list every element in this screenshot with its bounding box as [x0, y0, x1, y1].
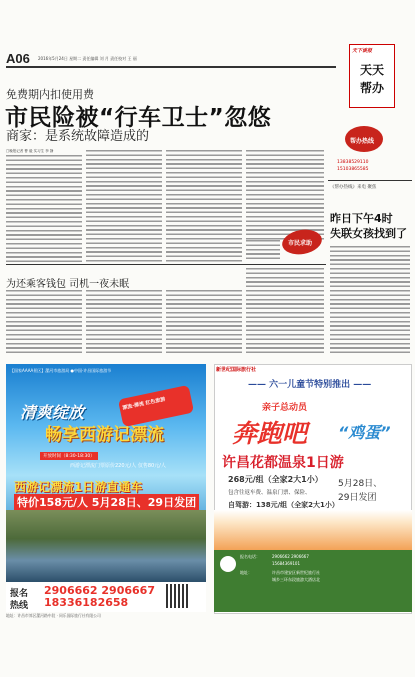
- article-body-col2: [86, 150, 162, 262]
- sidebar-title-line1: 昨日下午4时: [330, 212, 393, 225]
- ad-hot-spring-kid: 亲子总动员: [262, 403, 308, 413]
- sidebar-rule: [328, 180, 412, 181]
- ad-hot-spring-run: 奔跑吧: [232, 419, 308, 448]
- ad-hot-spring-addr-label: 地址：: [240, 570, 252, 575]
- ad-hot-spring-subtitle: —— 六一儿童节特别推出 ——: [248, 380, 372, 390]
- ad-hot-spring-tel2: 15684369101: [272, 561, 300, 566]
- ad-rafting-phone: 2906662 2906667: [44, 584, 155, 597]
- article-headline: 市民险被“行车卫士”忽悠: [5, 105, 272, 131]
- sidebar-title-line2: 失联女孩找到了: [330, 227, 407, 240]
- ad-rafting-footer: 地址：许昌市郊区漯河路中段 · 同乐国际旅行社有限公司: [6, 613, 101, 618]
- ad-hot-spring-tour: 许昌花都温泉1日游: [222, 455, 344, 471]
- ad-hot-spring-banner: [214, 510, 412, 550]
- help-badge-label: 市民求助: [288, 240, 313, 247]
- agency-logo-icon: [220, 556, 236, 572]
- article-body-col4b: [246, 240, 280, 262]
- ad-rafting-ticket: 西游记漂流门票原价220元/人 仅售80元/人: [70, 463, 166, 469]
- ad-hot-spring-tel: 2906662 2906667: [272, 554, 309, 559]
- sidebar-body: [330, 246, 410, 356]
- ad-rafting-topline: 【国家AAAA景区】漯河市旅游局 ●中国·许昌国际旅游节: [10, 368, 112, 373]
- article-kicker: 免费期内扣使用费: [6, 88, 94, 101]
- ad-hot-spring-includes: 包含往返车费、温泉门票、保险、: [228, 490, 311, 496]
- ad-hot-spring-addr: 许昌市建安区新世纪旅行社: [272, 570, 320, 575]
- hotline-number-2: 15103865585: [337, 167, 369, 172]
- ad-hot-spring-price: 268元/组（全家2大1小）: [228, 475, 323, 484]
- ad-rafting-phone-label: 报名: [10, 589, 29, 599]
- story2-body-col2: [86, 290, 162, 356]
- story2-body-col4: [246, 268, 324, 356]
- page-meta: 2016年5月24日 星期二 责任编辑 刘 月 责任校对 王 丽: [38, 56, 137, 61]
- page-number: A06: [6, 51, 30, 66]
- ad-hot-spring-date2: 29日发团: [338, 493, 377, 503]
- ad-hot-spring-egg: “鸡蛋”: [338, 423, 391, 442]
- article-body-col1: [6, 155, 82, 262]
- article-byline: □晚报记者 曹 毅 实习生 李 静: [6, 149, 54, 153]
- story2-headline: 为还乘客钱包 司机一夜未眠: [6, 279, 130, 290]
- ad-rafting-hotline: 18336182658: [44, 596, 129, 609]
- header-rule: [6, 66, 336, 68]
- hotline-number-1: 13838529110: [337, 160, 369, 165]
- qr-code-icon: [166, 584, 190, 608]
- article-body-col3: [166, 150, 242, 262]
- ad-hot-spring-addr2: 城乡三环东段旅游大酒店北: [272, 577, 320, 582]
- ad-hot-spring-date1: 5月28日、: [338, 479, 383, 489]
- ad-rafting-subtitle: 畅享西游记漂流: [45, 425, 164, 445]
- ad-rafting-photo: [6, 510, 206, 582]
- column-brand-line2: 帮办: [360, 81, 385, 95]
- hotline-logo-label: 帮办热线: [350, 138, 375, 145]
- story2-body-col1: [6, 290, 82, 356]
- ad-rafting-title: 清爽绽放: [20, 403, 85, 422]
- ad-hot-spring-tel-label: 报名电话：: [240, 554, 260, 559]
- column-brand-top: 天下谈报: [352, 48, 373, 54]
- ad-rafting-price: 特价158元/人 5月28日、29日发团: [14, 494, 199, 510]
- article-body-col4: [246, 150, 324, 240]
- ad-rafting-tagline: 漂流·漂流 红色旅游: [121, 396, 166, 412]
- article-subhead: 商家：是系统故障造成的: [6, 129, 150, 144]
- ad-rafting-hours: 开放时间（8:30-18:30）: [40, 452, 98, 460]
- sidebar-section: 《帮办热线》来电 聚焦: [330, 185, 377, 190]
- story2-body-col3: [166, 290, 242, 356]
- ad-hot-spring-price2: 自驾游：138元/组（全家2大1小）: [228, 501, 339, 509]
- ad-rafting-offer: 西游记漂流1日游直通车: [14, 480, 143, 494]
- story-divider: [6, 264, 326, 265]
- column-brand-line1: 天天: [360, 63, 385, 77]
- ad-rafting-hotline-label: 热线: [10, 601, 29, 611]
- ad-hot-spring-agency: 新世纪国际旅行社: [216, 367, 257, 373]
